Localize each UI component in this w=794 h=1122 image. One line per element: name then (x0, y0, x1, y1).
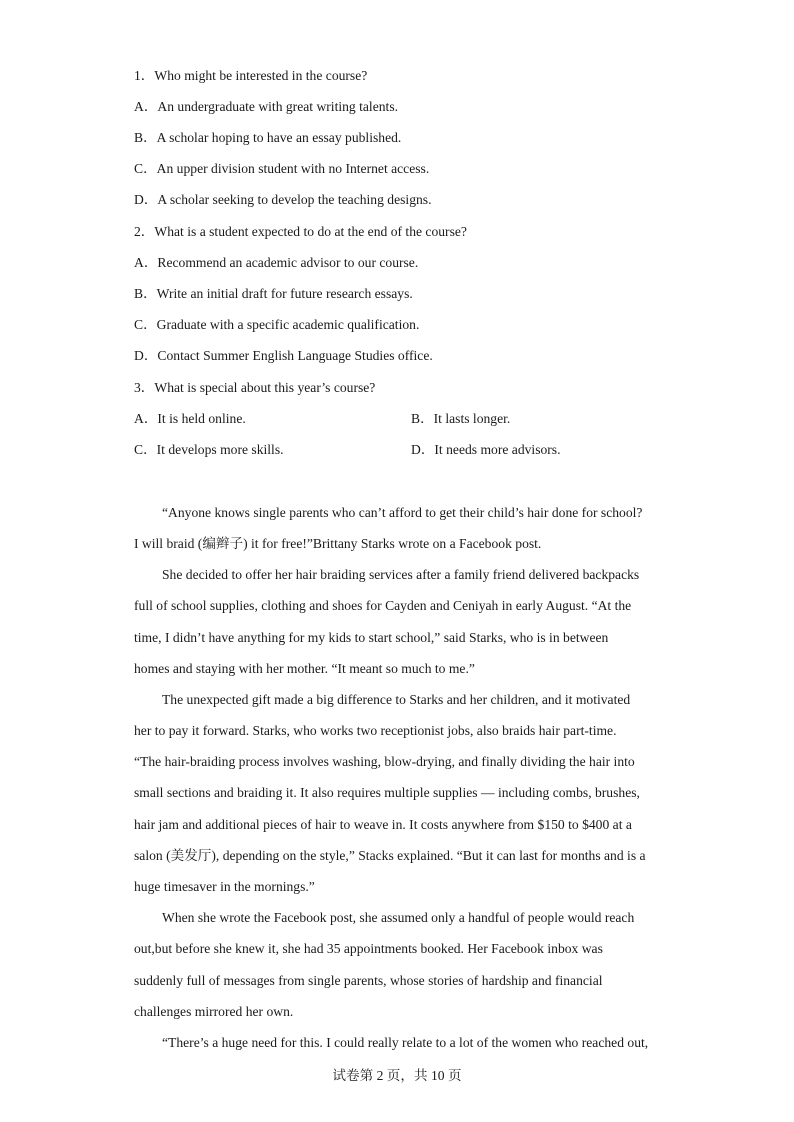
question-2-option-a: A．Recommend an academic advisor to our course. (134, 255, 419, 270)
question-1-option-c: C．An upper division student with no Internet access. (134, 161, 430, 176)
question-2-stem: 2．What is a student expected to do at the end of the course? (134, 224, 467, 239)
passage-line: The unexpected gift made a big difference to Starks and her children, and it motivated (162, 692, 631, 707)
passage-line: challenges mirrored her own. (134, 1004, 294, 1019)
question-3-option-b: B．It lasts longer. (411, 411, 511, 426)
passage-line: time, I didn’t have anything for my kids to start school,” said Starks, who is in between (134, 630, 609, 645)
passage-line: salon (美发厅), depending on the style,” Stacks explained. “But it can last for months and is a (134, 848, 646, 863)
question-2-option-d: D．Contact Summer English Language Studies office. (134, 348, 433, 363)
question-1-stem: 1．Who might be interested in the course? (134, 68, 368, 83)
passage-line: hair jam and additional pieces of hair to weave in. It costs anywhere from $150 to $400 at a (134, 817, 632, 832)
passage-line: huge timesaver in the mornings.” (134, 879, 315, 894)
passage-line: “Anyone knows single parents who can’t afford to get their child’s hair done for school? (162, 505, 643, 520)
question-1-option-a: A．An undergraduate with great writing talents. (134, 99, 399, 114)
question-2-option-c: C．Graduate with a specific academic qualification. (134, 317, 420, 332)
passage-line: full of school supplies, clothing and shoes for Cayden and Ceniyah in early August. “At the (134, 598, 632, 613)
page-footer: 试卷第 2 页，共 10 页 (332, 1068, 462, 1083)
passage-line: She decided to offer her hair braiding services after a family friend delivered backpacks (162, 567, 640, 582)
question-1-option-d: D．A scholar seeking to develop the teaching designs. (134, 192, 432, 207)
passage-line: “The hair-braiding process involves washing, blow-drying, and finally dividing the hair into (134, 754, 635, 769)
passage-line: small sections and braiding it. It also requires multiple supplies — including combs, brushes, (134, 785, 640, 800)
question-3-stem: 3．What is special about this year’s course? (134, 380, 376, 395)
question-1-option-b: B．A scholar hoping to have an essay published. (134, 130, 402, 145)
passage-line: “There’s a huge need for this. I could really relate to a lot of the women who reached out, (162, 1035, 649, 1050)
question-3-option-a: A．It is held online. (134, 411, 246, 426)
passage-line: I will braid (编辫子) it for free!”Brittany Starks wrote on a Facebook post. (134, 536, 542, 551)
question-3-option-c: C．It develops more skills. (134, 442, 284, 457)
passage-line: When she wrote the Facebook post, she assumed only a handful of people would reach (162, 910, 635, 925)
passage-line: homes and staying with her mother. “It meant so much to me.” (134, 661, 475, 676)
question-3-option-d: D．It needs more advisors. (411, 442, 561, 457)
passage-line: suddenly full of messages from single parents, whose stories of hardship and financial (134, 973, 603, 988)
question-2-option-b: B．Write an initial draft for future research essays. (134, 286, 413, 301)
passage-line: her to pay it forward. Starks, who works two receptionist jobs, also braids hair part-time. (134, 723, 617, 738)
passage-line: out,but before she knew it, she had 35 appointments booked. Her Facebook inbox was (134, 941, 603, 956)
